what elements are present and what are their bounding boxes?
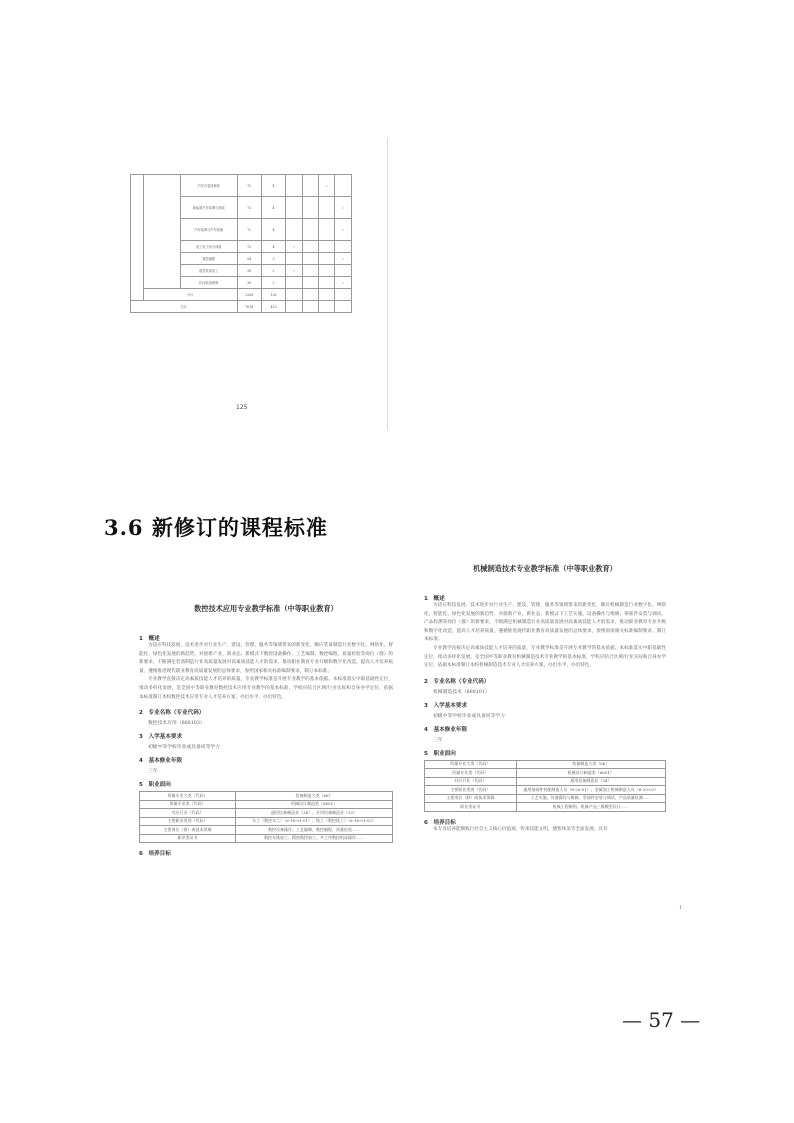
empty-cell bbox=[318, 301, 334, 313]
table-label-cell: 主要岗位（群）或技术领域 bbox=[425, 794, 517, 803]
table-label-cell: 主要岗位（群）或技术领域 bbox=[140, 826, 236, 835]
semester-check-cell: ✓ bbox=[318, 175, 334, 197]
course-hours-cell: 36 bbox=[237, 265, 261, 277]
overview-paragraph-2: 专业教学直接决定高素质技能人才培养的质量，专业教学标准是开展专业教学的基本依据。本标准落实中职基础性定位，推动多样化发展，是全国中等职业教育机械制造技术专业教学的基本标准，学校应结合区域/行业实际和自身办学定位，依据本标准制订本校机械制造技术专业人才培养方案，办出水平，办出特色。 bbox=[424, 645, 666, 669]
semester-check-cell bbox=[302, 241, 318, 253]
course-hours-cell: 72 bbox=[237, 175, 261, 197]
top-page-snippet bbox=[130, 138, 388, 430]
overview-paragraph-2: 专业教学直接决定高素质技能人才培养的质量，专业教学标准是开展专业教学的基本依据。本标准落实中职基础性定位，推动多样化发展，是全国中等职业教育数控技术应用专业教学的基本标准，学校应结合区域/行业实际和自身办学定位，依据本标准制订本校数控技术应用专业人才培养方案，办出水平，办出特色。 bbox=[139, 677, 393, 700]
major-name-value: 机械制造技术（660101） bbox=[433, 689, 490, 695]
semester-check-cell bbox=[318, 277, 334, 289]
semester-check-cell bbox=[302, 197, 318, 219]
course-credits-cell: 3 bbox=[261, 253, 285, 265]
semester-check-cell bbox=[302, 253, 318, 265]
total-label-cell: 总计 bbox=[131, 301, 238, 313]
subtotal-credits-cell: 126 bbox=[261, 289, 285, 301]
empty-cell bbox=[302, 301, 318, 313]
course-name-cell: 数控编程 bbox=[180, 253, 237, 265]
semester-check-cell: ✓ bbox=[286, 265, 302, 277]
table-label-cell: 主要职业类别（代码） bbox=[425, 786, 517, 795]
table-value-cell: 通用设备制造业（34）、专用设备制造业（35） bbox=[236, 809, 393, 818]
major-name-value: 数控技术应用（660103） bbox=[148, 721, 205, 727]
semester-check-cell bbox=[335, 265, 352, 277]
section-5-heading: 5 职业面向 bbox=[424, 750, 456, 757]
course-hours-cell: 72 bbox=[237, 197, 261, 219]
doc-mechanical-manufacturing-standard bbox=[402, 548, 688, 915]
table-value-cell: 装备制造大类（66） bbox=[236, 792, 393, 801]
course-name-cell: 数控机床加工 bbox=[180, 265, 237, 277]
section-1-heading: 1 概述 bbox=[139, 636, 160, 642]
study-years-value: 三年 bbox=[148, 769, 158, 775]
training-goal-paragraph: 本专业培养能够践行社会主义核心价值观，传承技能文明，德智体美劳全面发展，具有 bbox=[433, 826, 608, 832]
empty-cell bbox=[302, 289, 318, 301]
total-credits-cell: 413 bbox=[261, 301, 285, 313]
semester-check-cell bbox=[335, 241, 352, 253]
table-row bbox=[140, 792, 393, 801]
footer-page-number: — 57 — bbox=[622, 1008, 701, 1032]
table-label-cell: 所属专业大类（代码） bbox=[140, 792, 236, 801]
section-2-heading: 2 专业名称（专业代码） bbox=[139, 710, 205, 717]
subgroup-cell bbox=[143, 175, 180, 289]
semester-check-cell bbox=[302, 277, 318, 289]
semester-check-cell bbox=[318, 241, 334, 253]
semester-check-cell: ✓ bbox=[335, 219, 352, 241]
semester-check-cell bbox=[302, 219, 318, 241]
table-row bbox=[140, 800, 393, 809]
semester-check-cell bbox=[286, 219, 302, 241]
table-row bbox=[425, 794, 666, 803]
total-row bbox=[131, 301, 352, 313]
section-3-heading: 3 入学基本要求 bbox=[424, 702, 468, 709]
table-label-cell: 所属专业类（代码） bbox=[425, 769, 517, 778]
empty-cell bbox=[286, 301, 302, 313]
doc-title: 机械制造技术专业教学标准（中等职业教育） bbox=[473, 564, 617, 573]
overview-paragraph-1: 为适应科技发展、技术进步对行业生产、建设、管理、服务等领域带来的新变化，顺应机械制造行业数字化、网络化、智能化、绿色化发展的新趋势，对接新产业、新业态、新模式下工艺实施、设备操作与维修、零部件安装与调试、产品检测等岗位（群）的新要求，不断满足机械制造行业高质量发展对高素质技能人才的需求，推动职业教育专业升级和数字化改造，提高人才培养质量，遵循推进现代职业教育高质量发展的总体要求，参照国家相关标准编制要求，制订本标准。 bbox=[424, 603, 666, 643]
table-row bbox=[140, 809, 393, 818]
table-value-cell: 机械工程制图、机械产品三维模型设计…… bbox=[516, 803, 665, 812]
table-label-cell: 所属专业大类（代码） bbox=[425, 760, 517, 769]
course-credits-cell: 4 bbox=[261, 219, 285, 241]
section-4-heading: 4 基本修业年限 bbox=[139, 758, 183, 765]
table-label-cell: 对应行业（代码） bbox=[140, 809, 236, 818]
table-row bbox=[425, 803, 666, 812]
semester-check-cell bbox=[286, 175, 302, 197]
subtotal-row bbox=[131, 289, 352, 301]
section-3-heading: 3 入学基本要求 bbox=[139, 734, 183, 741]
section-1-heading: 1 概述 bbox=[424, 596, 445, 602]
table-row bbox=[425, 777, 666, 786]
table-value-cell: 工艺实施、设备操作与维修、零部件安装与调试、产品质量检测…… bbox=[516, 794, 665, 803]
doc-title: 数控技术应用专业教学标准（中等职业教育） bbox=[194, 604, 338, 613]
course-credits-cell: 4 bbox=[261, 197, 285, 219]
semester-check-cell bbox=[318, 219, 334, 241]
course-name-cell: 机床装备维修 bbox=[180, 277, 237, 289]
table-value-cell: 通用设备制造业（34） bbox=[516, 777, 665, 786]
entry-requirement-value: 初级中等学校毕业或具备同等学力 bbox=[433, 713, 505, 719]
table-value-cell: 车工（数控车工）（6-18-01-01）、铣工（数控铣工）（6-18-01-02） bbox=[236, 817, 393, 826]
course-name-cell: 汽车装调与汽车检测 bbox=[180, 219, 237, 241]
course-hours-table bbox=[130, 174, 352, 313]
table-row bbox=[425, 769, 666, 778]
table-row bbox=[140, 826, 393, 835]
career-orientation-table bbox=[139, 791, 393, 843]
entry-requirement-value: 初级中等学校毕业或具备同等学力 bbox=[148, 745, 220, 751]
semester-check-cell bbox=[286, 277, 302, 289]
course-credits-cell: 2 bbox=[261, 277, 285, 289]
overview-paragraph-1: 为适应科技发展、技术进步对行业生产、建设、管理、服务等领域带来的新变化，顺应装备制造行业数字化、网络化、智能化、绿色化发展的新趋势，对接新产业、新业态、新模式下数控设备操作、工艺编制、数控编程、质量检验等岗位（群）的新要求，不断满足装备制造行业高质量发展对高素质技能人才的需求，推动职业教育专业升级和数字化改造，提高人才培养质量，遵循推进现代职业教育高质量发展的总体要求，参照国家相关标准编制要求，制订本标准。 bbox=[139, 643, 393, 674]
subtotal-hours-cell: 2268 bbox=[237, 289, 261, 301]
section-6-heading: 6 培养目标 bbox=[424, 819, 456, 826]
table-label-cell: 对应行业（代码） bbox=[425, 777, 517, 786]
course-hours-cell: 72 bbox=[237, 241, 261, 253]
semester-check-cell bbox=[286, 253, 302, 265]
course-name-cell: 新能源汽车装调与测试 bbox=[180, 197, 237, 219]
semester-check-cell bbox=[302, 175, 318, 197]
section-6-heading: 6 培养目标 bbox=[139, 851, 171, 858]
course-credits-cell: 2 bbox=[261, 265, 285, 277]
snippet-divider bbox=[387, 138, 388, 430]
table-value-cell: 机械设计制造类（6601） bbox=[236, 800, 393, 809]
table-row bbox=[140, 817, 393, 826]
course-hours-cell: 54 bbox=[237, 253, 261, 265]
total-hours-cell: 7618 bbox=[237, 301, 261, 313]
table-value-cell: 数控设备操作、工艺编制、数控编程、质量检验…… bbox=[236, 826, 393, 835]
course-hours-cell: 36 bbox=[237, 277, 261, 289]
empty-cell bbox=[335, 289, 352, 301]
table-row bbox=[140, 834, 393, 843]
doc-page-number: 1 bbox=[679, 906, 682, 911]
course-credits-cell: 4 bbox=[261, 175, 285, 197]
empty-cell bbox=[318, 289, 334, 301]
table-label-cell: 职业类证书 bbox=[140, 834, 236, 843]
section-heading: 3.6 新修订的课程标准 bbox=[104, 515, 328, 540]
table-label-cell: 所属专业类（代码） bbox=[140, 800, 236, 809]
table-value-cell: 机械设计制造类（6601） bbox=[516, 769, 665, 778]
table-value-cell: 通用基础件装配制造人员（6-20-01）、金属加工机械制造人员（6-20-03） bbox=[516, 786, 665, 795]
semester-check-cell bbox=[286, 197, 302, 219]
semester-check-cell bbox=[302, 265, 318, 277]
doc-cnc-technology-standard bbox=[135, 590, 397, 930]
study-years-value: 三年 bbox=[433, 737, 443, 743]
semester-check-cell: ✓ bbox=[335, 197, 352, 219]
section-2-heading: 2 专业名称（专业代码） bbox=[424, 678, 490, 685]
table-row bbox=[131, 175, 352, 197]
empty-cell bbox=[335, 301, 352, 313]
semester-check-cell: ✓ bbox=[335, 277, 352, 289]
semester-check-cell: ✓ bbox=[286, 241, 302, 253]
section-4-heading: 4 基本修业年限 bbox=[424, 726, 468, 733]
semester-check-cell bbox=[318, 197, 334, 219]
snippet-page-number: 125 bbox=[236, 404, 248, 411]
course-name-cell: 电工电子综合训练 bbox=[180, 241, 237, 253]
group-cell bbox=[131, 175, 144, 301]
semester-check-cell bbox=[335, 175, 352, 197]
semester-check-cell bbox=[318, 253, 334, 265]
course-name-cell: 汽车总装线调试 bbox=[180, 175, 237, 197]
table-value-cell: 数控车铣加工、精密数控加工、多工序数控机床操作…… bbox=[236, 834, 393, 843]
course-credits-cell: 4 bbox=[261, 241, 285, 253]
table-label-cell: 职业类证书 bbox=[425, 803, 517, 812]
subtotal-label-cell: 小计 bbox=[143, 289, 237, 301]
table-value-cell: 装备制造大类（66） bbox=[516, 760, 665, 769]
table-row bbox=[425, 786, 666, 795]
table-label-cell: 主要职业类别（代码） bbox=[140, 817, 236, 826]
semester-check-cell bbox=[318, 265, 334, 277]
career-orientation-table bbox=[424, 760, 666, 812]
section-5-heading: 5 职业面向 bbox=[139, 782, 171, 789]
semester-check-cell: ✓ bbox=[335, 253, 352, 265]
table-row bbox=[425, 760, 666, 769]
empty-cell bbox=[286, 289, 302, 301]
course-hours-cell: 72 bbox=[237, 219, 261, 241]
